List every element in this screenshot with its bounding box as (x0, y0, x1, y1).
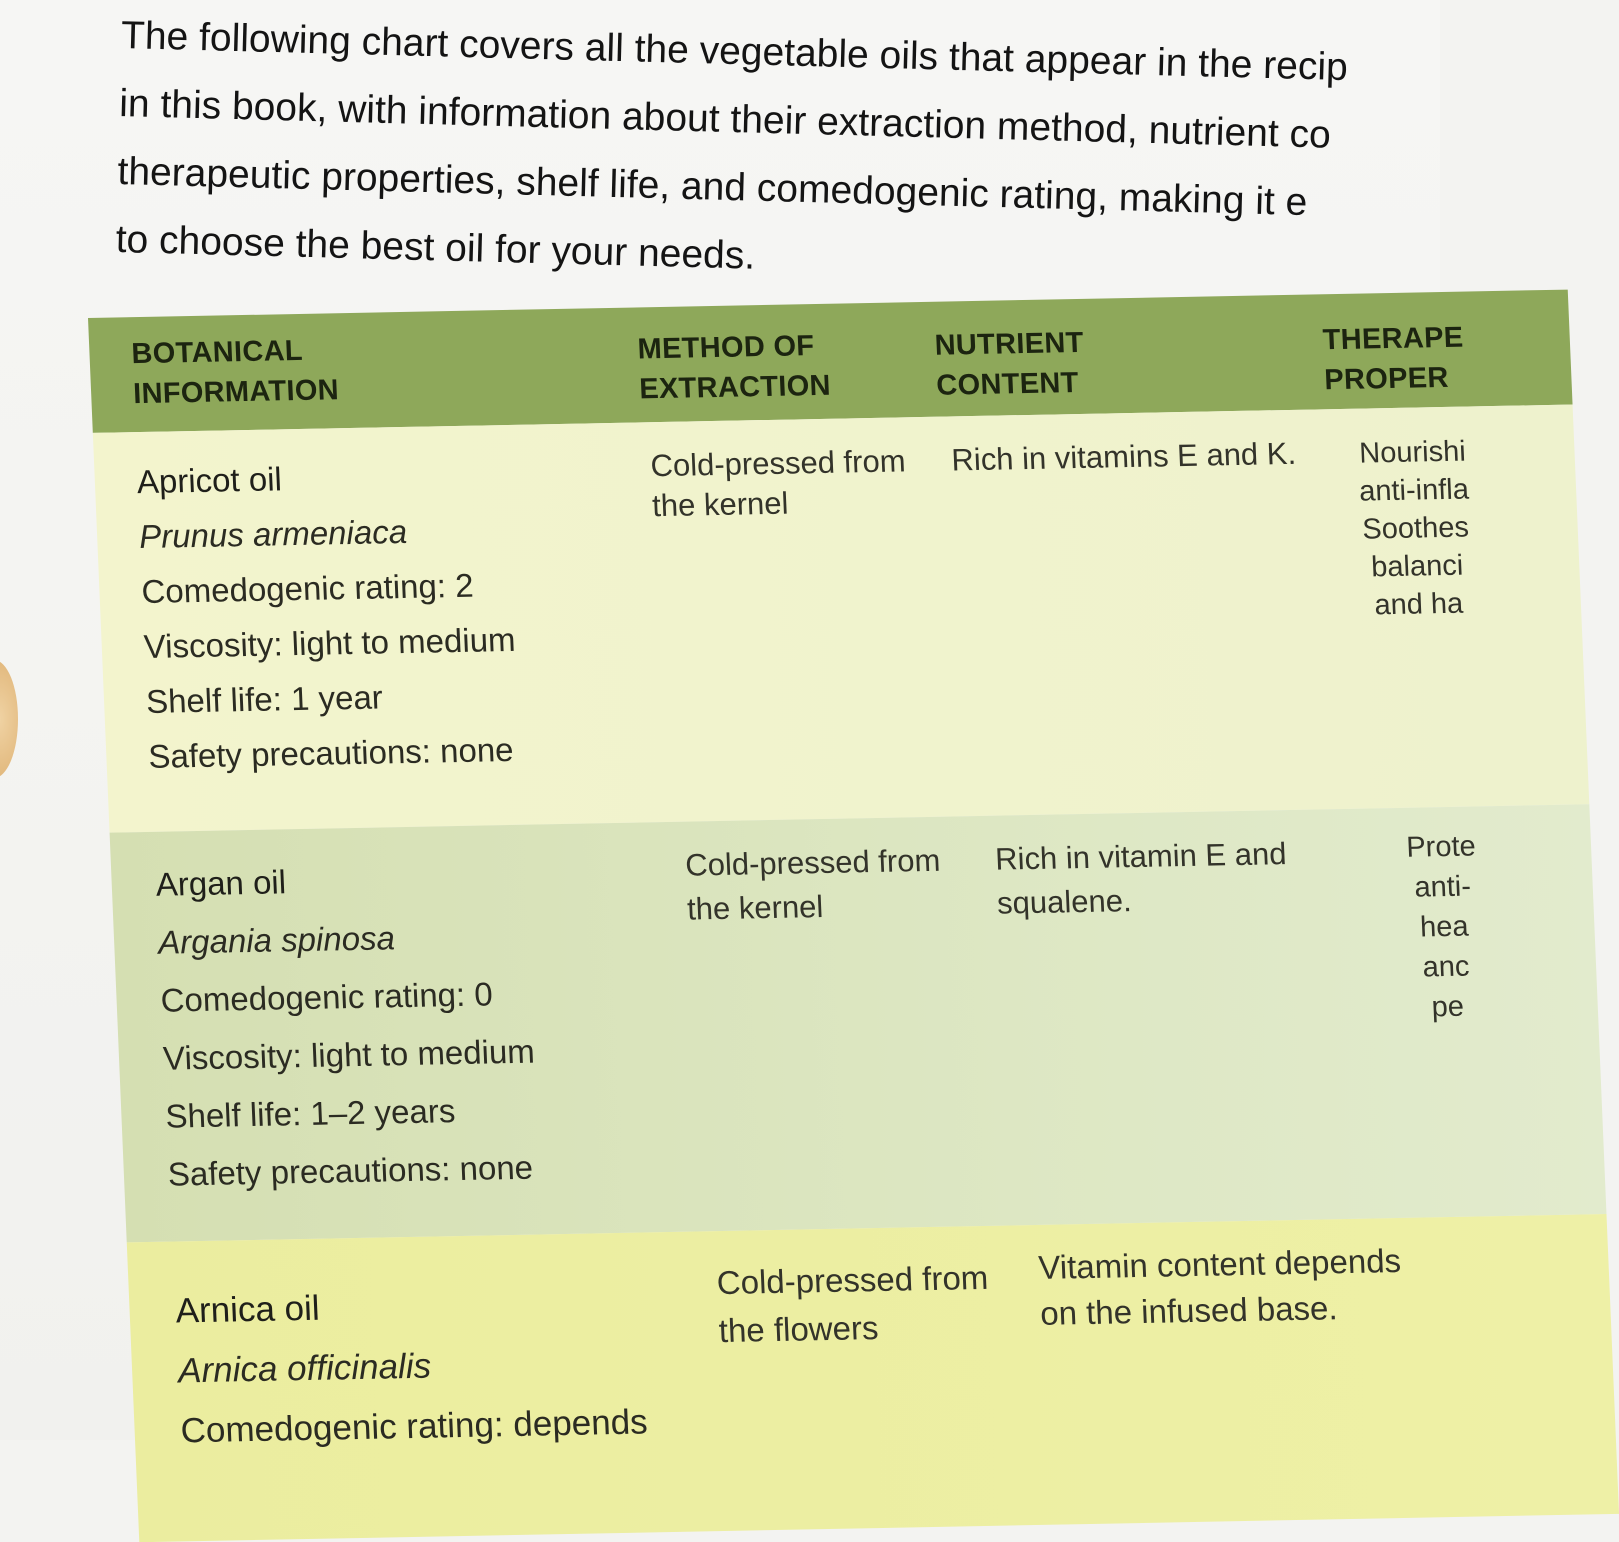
botanical-info (136, 447, 521, 784)
nutrient-cell: Vitamin content depends on the infused base. (1037, 1241, 1402, 1332)
latin-name: Prunus armeniaca (138, 512, 408, 556)
oil-name: Arnica oil (174, 1288, 321, 1331)
intro-line: The following chart covers all the vegetable oils that appear in the recip (120, 13, 1349, 90)
viscosity: Viscosity: light to medium (162, 1032, 536, 1077)
safety-precautions: Safety precautions: none (147, 730, 515, 775)
therapeutic-cell: Nourishi anti-infla Soothes balanci and ha (1358, 435, 1470, 622)
header-botanical: BOTANICAL INFORMATION (130, 334, 340, 411)
comedogenic-rating: Comedogenic rating: 0 (159, 975, 494, 1019)
safety-precautions: Safety precautions: none (167, 1148, 534, 1193)
comedogenic-rating: Comedogenic rating: 2 (140, 566, 475, 611)
oil-name: Apricot oil (136, 460, 283, 501)
header-therapeutic: THERAPE PROPER (1322, 321, 1465, 397)
intro-line: to choose the best oil for your needs. (115, 217, 756, 278)
oil-chart-table (88, 290, 1618, 1518)
botanical-info (155, 849, 541, 1204)
therapeutic-cell: Prote anti- hea anc pe (1405, 830, 1477, 1024)
intro-paragraph (115, 2, 1522, 311)
oil-name: Argan oil (154, 863, 287, 903)
method-cell: Cold-pressed from the flowers (716, 1258, 989, 1350)
shelf-life: Shelf life: 1–2 years (164, 1092, 457, 1135)
nutrient-cell: Rich in vitamins E and K. (950, 435, 1297, 478)
latin-name: Arnica officinalis (177, 1346, 432, 1391)
method-cell: Cold-pressed from the kernel (684, 842, 941, 927)
intro-line: therapeutic properties, shelf life, and comedogenic rating, making it e (117, 149, 1308, 225)
shelf-life: Shelf life: 1 year (145, 678, 384, 720)
table-row (110, 804, 1607, 1242)
header-method: METHOD OF EXTRACTION (636, 330, 832, 406)
thumb (0, 660, 18, 778)
comedogenic-rating: Comedogenic rating: depends (179, 1402, 649, 1451)
table-row (93, 405, 1589, 833)
method-cell: Cold-pressed from the kernel (649, 443, 907, 524)
viscosity: Viscosity: light to medium (143, 620, 517, 665)
header-nutrient: NUTRIENT CONTENT (934, 326, 1085, 402)
botanical-info (174, 1273, 648, 1462)
nutrient-cell: Rich in vitamin E and squalene. (994, 836, 1288, 921)
intro-line: in this book, with information about their extraction method, nutrient co (118, 81, 1332, 157)
table-row (127, 1214, 1619, 1542)
latin-name: Argania spinosa (157, 919, 396, 961)
